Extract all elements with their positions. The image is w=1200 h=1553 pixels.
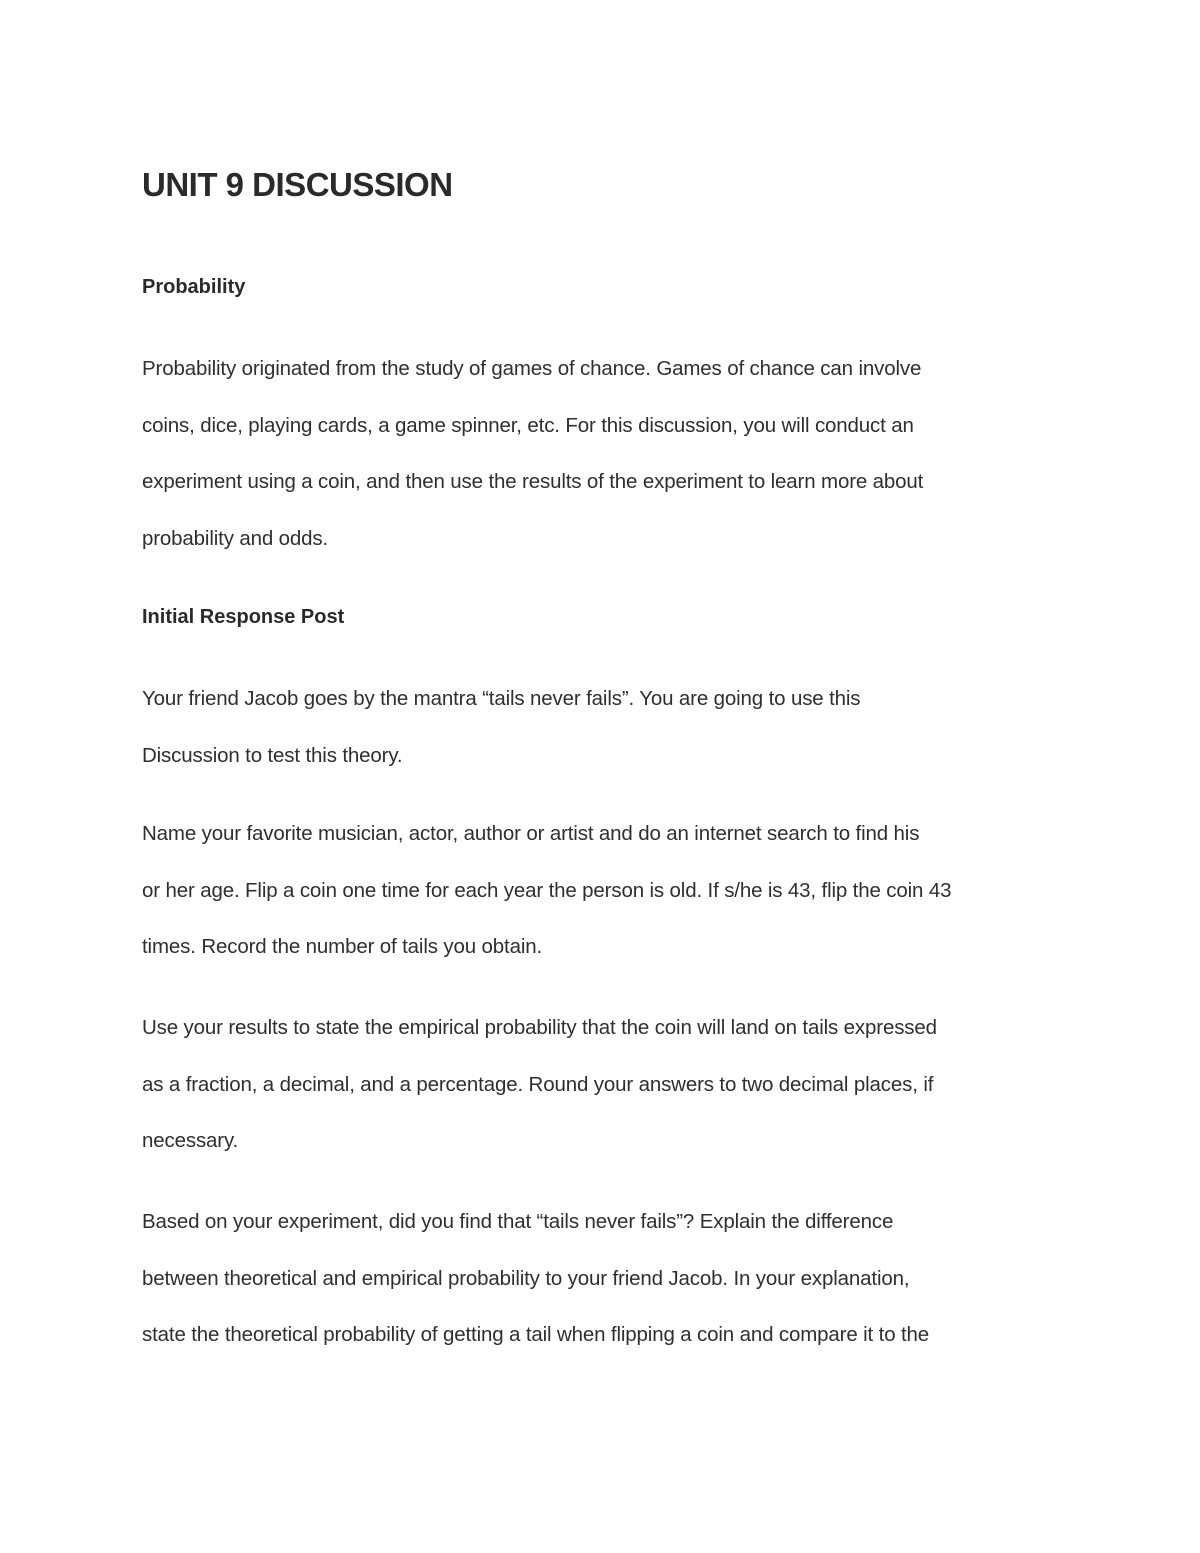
text-line: Use your results to state the empirical probability that the coin will land on tails expressed	[142, 1016, 937, 1039]
text-line: Discussion to test this theory.	[142, 743, 403, 767]
paragraph-empirical-probability	[142, 1000, 1062, 1170]
paragraph-jacob-mantra	[142, 671, 1062, 784]
text-line: Name your favorite musician, actor, author or artist and do an internet search to find his	[142, 822, 920, 845]
text-line: state the theoretical probability of getting a tail when flipping a coin and compare it to the	[142, 1323, 930, 1346]
text-line: Your friend Jacob goes by the mantra “tails never fails”. You are going to use this	[142, 687, 861, 710]
text-line: as a fraction, a decimal, and a percentage. Round your answers to two decimal places, if	[142, 1072, 934, 1096]
text-line: times. Record the number of tails you obtain.	[142, 935, 543, 958]
section-heading-probability: Probability	[142, 276, 246, 298]
section-heading-initial-response-post: Initial Response Post	[142, 606, 345, 628]
paragraph-coin-flip-instructions	[142, 806, 1062, 976]
text-line: Probability originated from the study of games of chance. Games of chance can involve	[142, 357, 922, 380]
text-line: necessary.	[142, 1129, 239, 1152]
text-line: between theoretical and empirical probability to your friend Jacob. In your explanation,	[142, 1266, 910, 1290]
text-line: coins, dice, playing cards, a game spinner, etc. For this discussion, you will conduct an	[142, 413, 914, 437]
text-line: Based on your experiment, did you find that “tails never fails”? Explain the difference	[142, 1210, 894, 1233]
page-title: UNIT 9 DISCUSSION	[142, 166, 453, 203]
text-line: or her age. Flip a coin one time for each year the person is old. If s/he is 43, flip the coin 43	[142, 878, 952, 902]
paragraph-probability-intro	[142, 341, 1062, 567]
text-line: probability and odds.	[142, 526, 329, 550]
paragraph-theoretical-vs-empirical	[142, 1194, 1062, 1364]
text-line: experiment using a coin, and then use the results of the experiment to learn more about	[142, 470, 924, 493]
